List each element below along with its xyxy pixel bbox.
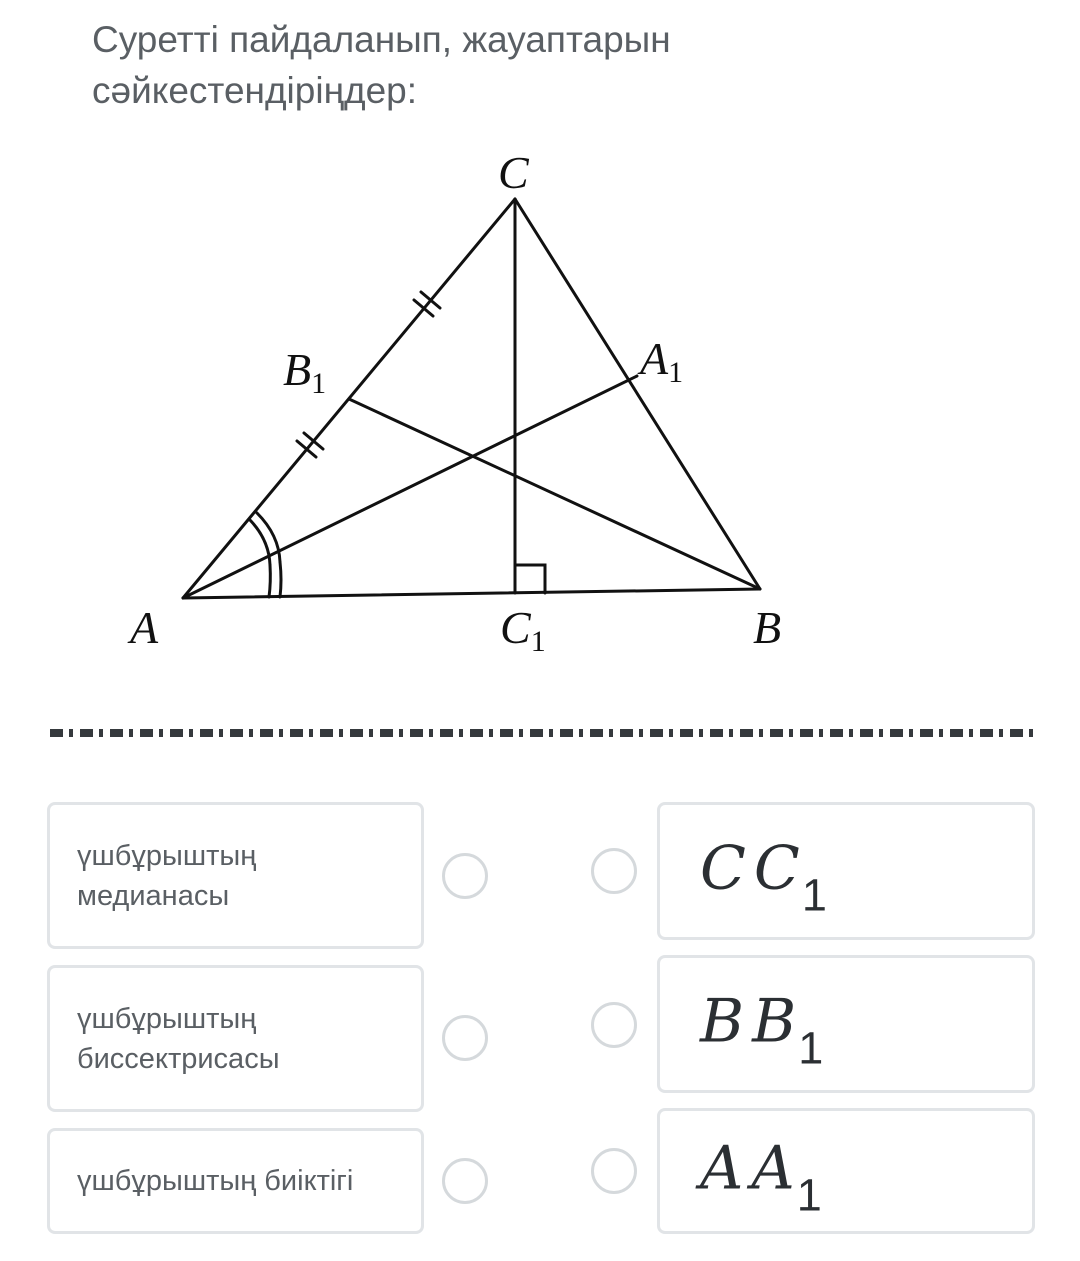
term-label-median: үшбұрыштың медианасы <box>77 839 257 912</box>
answer-card-cc1[interactable] <box>657 802 1035 940</box>
answer-card-bb1[interactable] <box>657 955 1035 1093</box>
label-b1: B1 <box>283 344 327 400</box>
median-bb1 <box>349 399 760 589</box>
answer-card-aa1[interactable] <box>657 1108 1035 1234</box>
label-c1: C1 <box>500 602 546 658</box>
label-b: B <box>753 602 782 653</box>
term-label-altitude: үшбұрыштың биіктігі <box>77 1165 354 1197</box>
answer-radio-aa1[interactable] <box>591 1148 637 1194</box>
term-card-median[interactable] <box>47 802 424 949</box>
term-radio-bisector[interactable] <box>442 1015 488 1061</box>
angle-arc-lower-2 <box>280 562 281 597</box>
answer-label-cc1: C $C_1$ <box>700 833 827 921</box>
label-a: A <box>130 602 159 653</box>
right-angle-mark <box>515 565 545 593</box>
answer-radio-cc1[interactable] <box>591 848 637 894</box>
term-card-altitude[interactable] <box>47 1128 424 1234</box>
question-line-2: сәйкестендіріңдер: <box>92 70 418 111</box>
answer-label-aa1: A $A_1$ <box>700 1133 822 1221</box>
dashed-divider <box>50 729 1034 737</box>
term-radio-median[interactable] <box>442 853 488 899</box>
side-bc <box>515 199 760 589</box>
term-label-bisector: үшбұрыштың биссектрисасы <box>77 1002 280 1075</box>
label-c: C <box>498 147 529 198</box>
answer-radio-bb1[interactable] <box>591 1002 637 1048</box>
label-a1: A1 <box>640 333 684 389</box>
answer-label-bb1: B $B_1$ <box>700 986 824 1074</box>
term-radio-altitude[interactable] <box>442 1158 488 1204</box>
angle-arc-lower-1 <box>269 565 270 597</box>
bisector-aa1 <box>183 376 637 598</box>
question-line-1: Суретті пайдаланып, жауаптарын <box>92 19 671 60</box>
term-card-bisector[interactable] <box>47 965 424 1112</box>
